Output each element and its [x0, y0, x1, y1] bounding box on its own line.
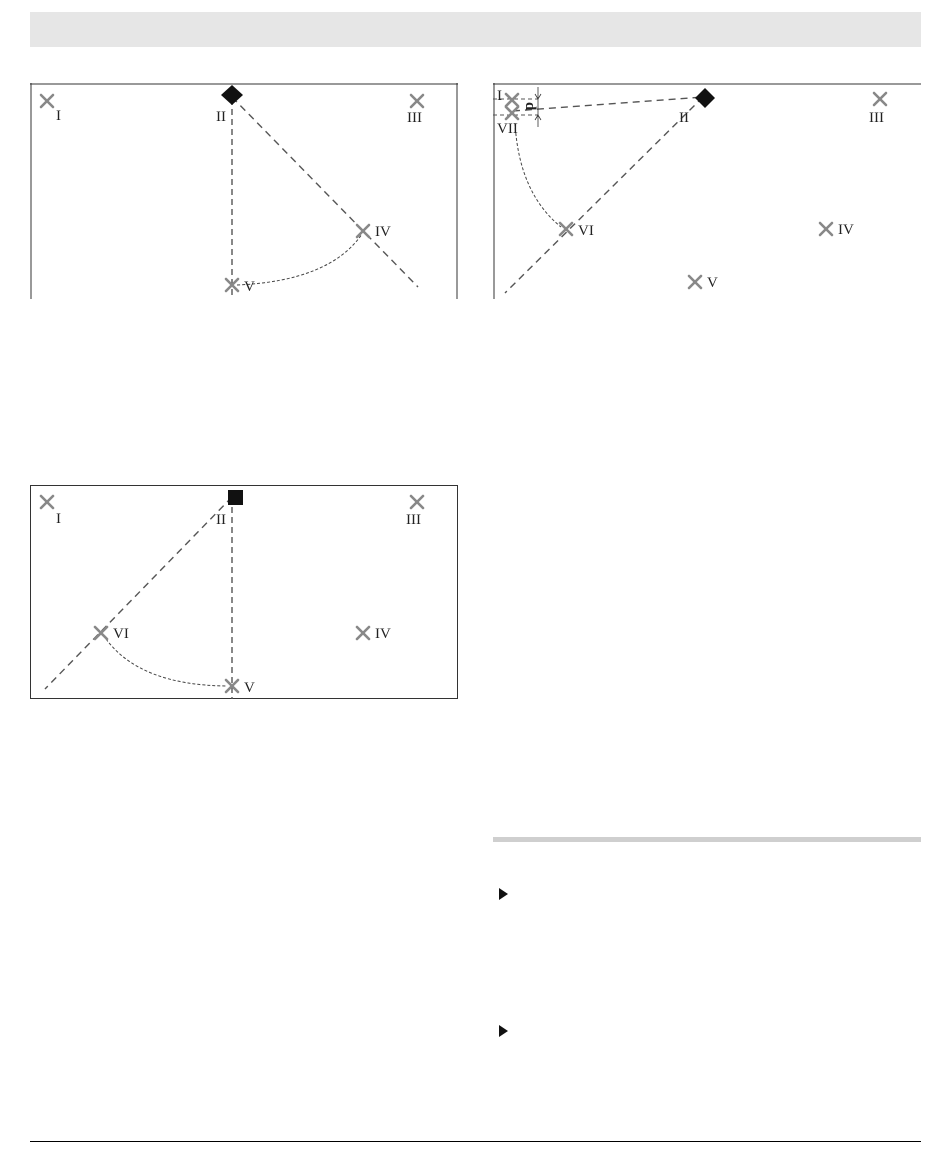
point-iii-cross-icon: [411, 95, 423, 107]
diagram-panel-a: [30, 83, 458, 299]
point-iii-cross-icon: [411, 496, 423, 508]
upper-dashed-line: [513, 97, 703, 111]
label-point-vi: VI: [113, 626, 129, 642]
rotation-arc: [515, 123, 561, 227]
label-point-iii: III: [869, 110, 884, 126]
label-point-iv: IV: [375, 626, 391, 642]
point-i-cross-icon: [41, 95, 53, 107]
label-point-v: V: [244, 279, 255, 295]
dimension-label-d: d: [522, 102, 538, 111]
point-iv-cross-icon: [357, 627, 369, 639]
label-point-i: I: [56, 108, 61, 124]
diagonal-dashed-line: [45, 497, 232, 689]
rotation-arc: [106, 639, 226, 686]
point-iii-cross-icon: [874, 93, 886, 105]
section-divider: [493, 837, 921, 842]
point-iv-cross-icon: [357, 225, 369, 237]
point-i-cross-icon: [506, 94, 518, 106]
diagram-b-svg: [493, 83, 921, 299]
label-point-iii: III: [407, 110, 422, 126]
triangle-right-icon: [499, 888, 508, 900]
diagram-panel-b: [493, 83, 921, 299]
footer-rule: [30, 1141, 921, 1142]
point-v-cross-icon: [689, 276, 701, 288]
diagonal-dashed-line: [232, 97, 418, 287]
anchor-diamond-icon: [221, 85, 243, 105]
point-vii-cross-icon: [506, 107, 518, 119]
label-point-vii: VII: [497, 121, 518, 137]
label-point-vi: VI: [578, 223, 594, 239]
label-point-iii: III: [406, 512, 421, 528]
anchor-square-icon: [228, 490, 243, 505]
anchor-diamond-icon: [695, 88, 715, 108]
label-point-ii: II: [679, 110, 689, 126]
rotation-arc: [237, 234, 362, 285]
diagram-a-svg: [30, 83, 458, 299]
label-point-i: I: [497, 88, 502, 104]
label-point-v: V: [244, 680, 255, 696]
label-point-v: V: [707, 275, 718, 291]
label-point-iv: IV: [375, 224, 391, 240]
label-point-ii: II: [216, 512, 226, 528]
point-vi-cross-icon: [95, 627, 107, 639]
diagram-c-svg: [30, 485, 458, 701]
point-i-cross-icon: [41, 496, 53, 508]
label-point-ii: II: [216, 109, 226, 125]
label-point-iv: IV: [838, 222, 854, 238]
header-bar: [30, 12, 921, 47]
point-iv-cross-icon: [820, 223, 832, 235]
diagram-panel-c: [30, 485, 458, 701]
diagonal-dashed-line: [505, 97, 703, 293]
label-point-i: I: [56, 511, 61, 527]
triangle-right-icon: [499, 1025, 508, 1037]
